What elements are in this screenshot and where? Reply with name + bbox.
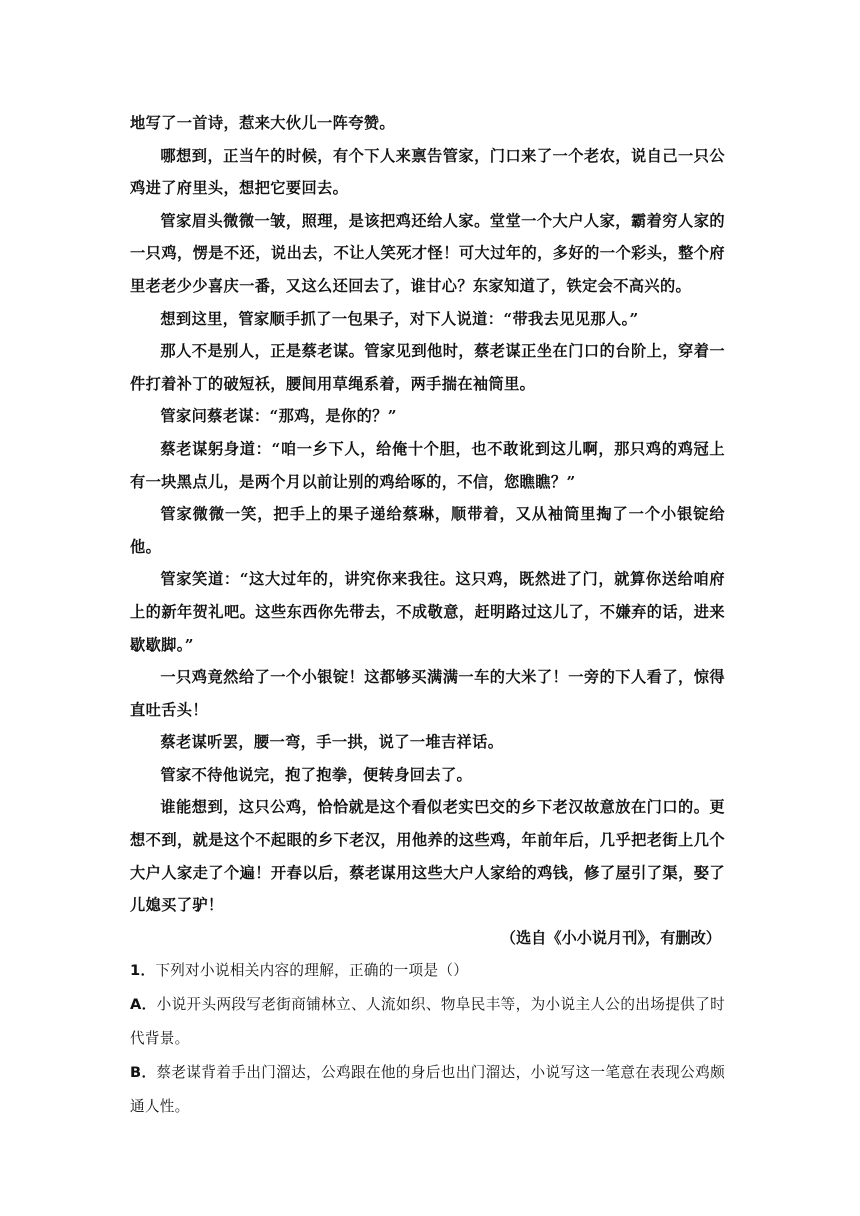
paragraph: 谁能想到，这只公鸡，恰恰就是这个看似老实巴交的乡下老汉故意放在门口的。更想不到，就是这个不起眼的乡下老汉，用他养的这些鸡，年前年后，几乎把老街上几个大户人家走了个遍！开春以后，蔡老谋用这些大户人家给的鸡钱，修了屋引了渠，娶了儿媳买了驴！ [130,798,725,915]
paragraph: 管家微微一笑，把手上的果子递给蔡琳，顺带着，又从袖筒里掏了一个小银锭给他。 [130,505,725,556]
paragraph: 管家不待他说完，抱了抱拳，便转身回去了。 [160,765,473,784]
option-letter: A． [130,996,157,1014]
paragraph: 蔡老谋躬身道：“咱一乡下人，给俺十个胆，也不敢讹到这儿啊，那只鸡的鸡冠上有一块黑点儿，是两个月以前让别的鸡给啄的，不信，您瞧瞧？” [130,439,725,491]
paragraph: 想到这里，管家顺手抓了一包果子，对下人说道：“带我去见见那人。” [160,309,639,328]
paragraph: 那人不是别人，正是蔡老谋。管家见到他时，蔡老谋正坐在门口的台阶上，穿着一件打着补丁的破短袄，腰间用草绳系着，两手揣在袖筒里。 [130,342,725,393]
paragraph: 管家问蔡老谋：“那鸡，是你的？” [160,407,397,426]
question-number: 1． [130,962,156,980]
option-a[interactable] [130,988,725,1056]
source-citation: （选自《小小说月刊》，有删改） [500,928,721,947]
paragraph: 管家眉头微微一皱，照理，是该把鸡还给人家。堂堂一个大户人家，霸着穷人家的一只鸡，愣是不还，说出去，不让人笑死才怪！可大过年的，多好的一个彩头，整个府里老老少少喜庆一番，又这么还回去了，谁甘心？东家知道了，铁定会不高兴的。 [130,211,725,295]
question-text: 下列对小说相关内容的理解，正确的一项是（） [155,962,469,980]
question-block [130,954,725,1124]
option-letter: B． [130,1064,157,1082]
paragraph: 哪想到，正当午的时候，有个下人来禀告管家，门口来了一个老农，说自己一只公鸡进了府里头，想把它要回去。 [130,146,725,198]
paragraph: 蔡老谋听罢，腰一弯，手一拱，说了一堆吉祥话。 [160,733,504,752]
question-stem [130,954,725,988]
option-text: 小说开头两段写老街商铺林立、人流如织、物阜民丰等，为小说主人公的出场提供了时代背景。 [130,996,725,1048]
paragraph: 地写了一首诗，惹来大伙儿一阵夸赞。 [130,114,395,132]
option-text: 蔡老谋背着手出门溜达，公鸡跟在他的身后也出门溜达，小说写这一笔意在表现公鸡颇通人性。 [130,1064,725,1116]
paragraph: 一只鸡竟然给了一个小银锭！这都够买满满一车的大米了！一旁的下人看了，惊得直吐舌头！ [130,668,725,719]
document-page [130,107,725,1124]
paragraph: 管家笑道：“这大过年的，讲究你来我往。这只鸡，既然进了门，就算你送给咱府上的新年贺礼吧。这些东西你先带去，不成敬意，赶明路过这儿了，不嫌弃的话，进来歇歇脚。” [130,570,725,654]
story-body [130,107,725,922]
option-b[interactable] [130,1056,725,1124]
